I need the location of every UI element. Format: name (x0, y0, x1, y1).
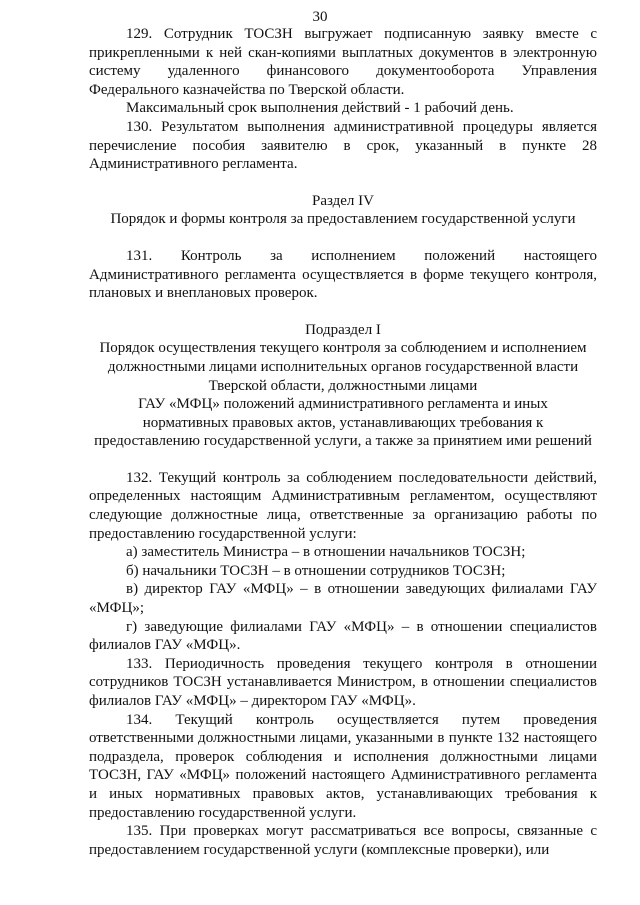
list-item-g: г) заведующие филиалами ГАУ «МФЦ» – в отношении специалистов филиалов ГАУ «МФЦ». (89, 618, 597, 654)
paragraph-135: 135. При проверках могут рассматриваться все вопросы, связанные с предоставлением государственной услуги (комплексные проверки), или (89, 823, 597, 858)
section-title: Раздел IV (311, 192, 374, 209)
subsection-heading-line-2: должностными лицами исполнительных органов государственной власти (107, 358, 579, 375)
paragraph-max-term: Максимальный срок выполнения действий - 1 рабочий день. (126, 100, 514, 117)
list-item-a: а) заместитель Министра – в отношении начальников ТОСЗН; (126, 544, 526, 561)
paragraph-134: 134. Текущий контроль осуществляется путем проведения ответственными должностными лицами, указанными в пункте 132 настоящего подраздела, проверок соблюдения и исполнения должностными лицами ТОСЗН, ГАУ «МФЦ» положений настоящего Административного регламента и иных нормативных правовых актов, устанавливающих требования к предоставлению государственной услуги. (89, 711, 597, 821)
paragraph-129: 129. Сотрудник ТОСЗН выгружает подписанную заявку вместе с прикрепленными к ней скан-копиями выплатных документов в электронную систему удаленного финансового документооборота Управления Федерального казначейства по Тверской области. (89, 26, 597, 98)
paragraph-131: 131. Контроль за исполнением положений настоящего Административного регламента осуществляется в форме текущего контроля, плановых и внеплановых проверок. (89, 247, 597, 302)
spacer (89, 303, 597, 321)
subsection-title: Подраздел I (305, 321, 381, 338)
spacer (89, 174, 597, 192)
spacer (89, 229, 597, 247)
subsection-heading-line-5: нормативных правовых актов, устанавливающих требования к (142, 414, 544, 431)
paragraph-130: 130. Результатом выполнения административной процедуры является перечисление пособия заявителю в срок, указанный в пункте 28 Административного регламента. (89, 118, 597, 173)
paragraph-133: 133. Периодичность проведения текущего контроля в отношении сотрудников ТОСЗН устанавливается Министром, в отношении специалистов филиалов ГАУ «МФЦ» – директором ГАУ «МФЦ». (89, 655, 597, 709)
list-item-v: в) директор ГАУ «МФЦ» – в отношении заведующих филиалами ГАУ «МФЦ»; (89, 581, 597, 617)
section-subtitle: Порядок и формы контроля за предоставлением государственной услуги (110, 211, 576, 228)
subsection-heading-line-3: Тверской области, должностными лицами (208, 377, 478, 394)
paragraph-132: 132. Текущий контроль за соблюдением последовательности действий, определенных настоящим Административным регламентом, осуществляют следующие должностные лица, ответственные за организацию работы по предоставлению государственной услуги: (89, 469, 597, 542)
document-body (89, 25, 597, 859)
subsection-heading-line-4: ГАУ «МФЦ» положений административного регламента и иных (138, 396, 548, 413)
list-item-b: б) начальники ТОСЗН – в отношении сотрудников ТОСЗН; (126, 562, 506, 579)
subsection-heading-line-1: Порядок осуществления текущего контроля за соблюдением и исполнением (99, 340, 587, 357)
spacer (89, 451, 597, 469)
subsection-heading-line-6: предоставлению государственной услуги, а также за принятием ими решений (94, 433, 592, 450)
page-number: 30 (312, 9, 328, 25)
